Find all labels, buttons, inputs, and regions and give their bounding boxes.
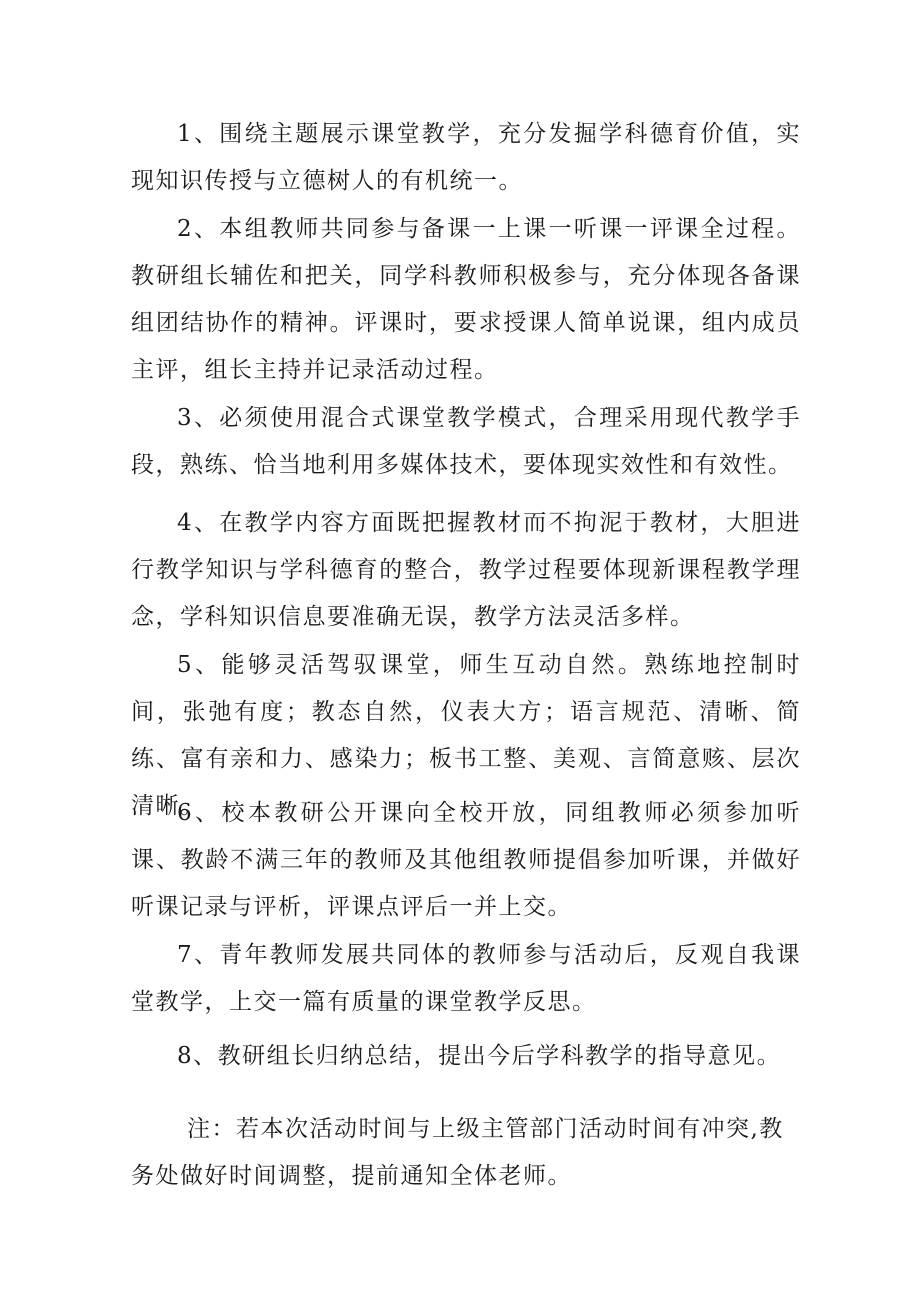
paragraph-2: 2、本组教师共同参与备课一上课一听课一评课全过程。教研组长辅佐和把关，同学科教师积极参与，充分体现各备课组团结协作的精神。评课时，要求授课人简单说课，组内成员主评，组长主持并记录活动过程。 [131, 216, 801, 383]
paragraph-8: 8、教研组长归纳总结，提出今后学科教学的指导意见。 [177, 1043, 782, 1069]
paragraph-4: 4、在教学内容方面既把握教材而不拘泥于教材，大胆进行教学知识与学科德育的整合，教学过程要体现新课程教学理念，学科知识信息要准确无误，教学方法灵活多样。 [131, 510, 801, 630]
paragraph-5: 5、能够灵活驾驭课堂，师生互动自然。熟练地控制时间，张弛有度；教态自然，仪表大方；语言规范、清晰、简练、富有亲和力、感染力；板书工整、美观、言简意赅、层次清晰。 [131, 652, 801, 819]
paragraph-7: 7、青年教师发展共同体的教师参与活动后，反观自我课堂教学，上交一篇有质量的课堂教学反思。 [131, 942, 801, 1015]
note-paragraph: 注：若本次活动时间与上级主管部门活动时间有冲突,教务处做好时间调整，提前通知全体老师。 [131, 1116, 784, 1189]
paragraph-1: 1、围绕主题展示课堂教学，充分发掘学科德育价值，实现知识传授与立德树人的有机统一。 [131, 121, 801, 194]
paragraph-3: 3、必须使用混合式课堂教学模式，合理采用现代教学手段，熟练、恰当地利用多媒体技术，要体现实效性和有效性。 [131, 405, 801, 478]
paragraph-6: 6、校本教研公开课向全校开放，同组教师必须参加听课、教龄不满三年的教师及其他组教师提倡参加听课，并做好听课记录与评析，评课点评后一并上交。 [131, 800, 801, 920]
